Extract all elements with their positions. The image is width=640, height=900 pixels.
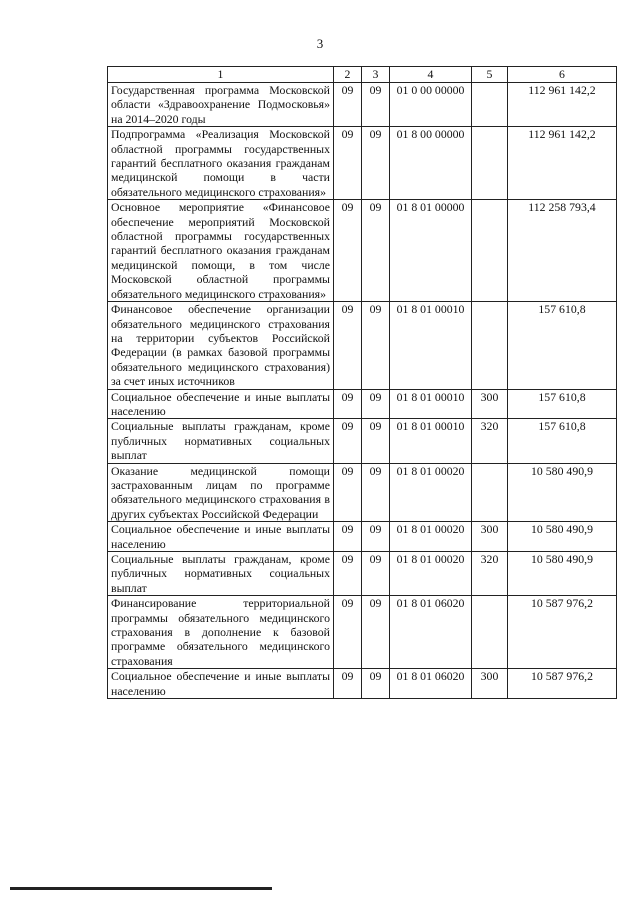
section-code-cell: 09	[334, 463, 362, 522]
table-row	[108, 200, 617, 302]
section-code-cell: 09	[334, 200, 362, 302]
expense-type-code-cell	[472, 302, 508, 389]
row-name-cell: Социальное обеспечение и иные выплаты населению	[108, 669, 334, 699]
expense-type-code-cell: 300	[472, 669, 508, 699]
row-name-cell: Социальные выплаты гражданам, кроме публичных нормативных социальных выплат	[108, 552, 334, 596]
expense-type-code-cell	[472, 127, 508, 200]
row-name-cell: Социальное обеспечение и иные выплаты населению	[108, 389, 334, 419]
amount-cell: 157 610,8	[508, 419, 617, 463]
target-item-code-cell: 01 8 01 06020	[390, 596, 472, 669]
row-name-cell: Подпрограмма «Реализация Московской областной программы государственных гарантий бесплатного оказания гражданам медицинской помощи в части обязательного медицинского страхования»	[108, 127, 334, 200]
table-row	[108, 127, 617, 200]
row-name-cell: Финансирование территориальной программы обязательного медицинского страхования в дополнение к базовой программе обязательного медицинского страхования	[108, 596, 334, 669]
expense-type-code-cell	[472, 83, 508, 127]
section-code-cell: 09	[334, 389, 362, 419]
page-number: 3	[316, 36, 324, 51]
subsection-code-cell: 09	[362, 83, 390, 127]
expense-type-code-cell	[472, 596, 508, 669]
table-row	[108, 83, 617, 127]
expense-type-code-cell	[472, 463, 508, 522]
column-header-4: 4	[390, 67, 472, 83]
subsection-code-cell: 09	[362, 200, 390, 302]
expense-type-code-cell: 320	[472, 419, 508, 463]
amount-cell: 112 961 142,2	[508, 127, 617, 200]
table-row	[108, 669, 617, 699]
amount-cell: 10 580 490,9	[508, 552, 617, 596]
expense-type-code-cell	[472, 200, 508, 302]
amount-cell: 157 610,8	[508, 389, 617, 419]
row-name-cell: Социальное обеспечение и иные выплаты населению	[108, 522, 334, 552]
column-header-5: 5	[472, 67, 508, 83]
subsection-code-cell: 09	[362, 522, 390, 552]
target-item-code-cell: 01 8 01 00020	[390, 522, 472, 552]
section-code-cell: 09	[334, 596, 362, 669]
budget-table	[107, 66, 617, 699]
table-row	[108, 463, 617, 522]
section-code-cell: 09	[334, 127, 362, 200]
expense-type-code-cell: 320	[472, 552, 508, 596]
target-item-code-cell: 01 8 01 00020	[390, 552, 472, 596]
subsection-code-cell: 09	[362, 463, 390, 522]
amount-cell: 157 610,8	[508, 302, 617, 389]
table-row	[108, 419, 617, 463]
target-item-code-cell: 01 0 00 00000	[390, 83, 472, 127]
amount-cell: 112 961 142,2	[508, 83, 617, 127]
table-header-row	[108, 67, 617, 83]
amount-cell: 10 580 490,9	[508, 463, 617, 522]
section-code-cell: 09	[334, 419, 362, 463]
section-code-cell: 09	[334, 669, 362, 699]
row-name-cell: Социальные выплаты гражданам, кроме публичных нормативных социальных выплат	[108, 419, 334, 463]
column-header-1: 1	[108, 67, 334, 83]
target-item-code-cell: 01 8 01 00010	[390, 302, 472, 389]
amount-cell: 10 580 490,9	[508, 522, 617, 552]
section-code-cell: 09	[334, 522, 362, 552]
footer-divider	[10, 887, 272, 890]
target-item-code-cell: 01 8 01 00010	[390, 389, 472, 419]
target-item-code-cell: 01 8 01 06020	[390, 669, 472, 699]
section-code-cell: 09	[334, 552, 362, 596]
table-row	[108, 552, 617, 596]
table-row	[108, 596, 617, 669]
section-code-cell: 09	[334, 302, 362, 389]
table-row	[108, 522, 617, 552]
row-name-cell: Оказание медицинской помощи застрахованным лицам по программе обязательного медицинского страхования в других субъектах Российской Федерации	[108, 463, 334, 522]
row-name-cell: Государственная программа Московской области «Здравоохранение Подмосковья» на 2014–2020 годы	[108, 83, 334, 127]
subsection-code-cell: 09	[362, 389, 390, 419]
row-name-cell: Основное мероприятие «Финансовое обеспечение мероприятий Московской областной программы государственных гарантий бесплатного оказания гражданам медицинской помощи, в том числе Московской областной программы обязательного медицинского страхования»	[108, 200, 334, 302]
subsection-code-cell: 09	[362, 669, 390, 699]
row-name-cell: Финансовое обеспечение организации обязательного медицинского страхования на территории субъектов Российской Федерации (в рамках базовой программы обязательного медицинского страхования) за счет иных источников	[108, 302, 334, 389]
subsection-code-cell: 09	[362, 302, 390, 389]
amount-cell: 112 258 793,4	[508, 200, 617, 302]
column-header-2: 2	[334, 67, 362, 83]
amount-cell: 10 587 976,2	[508, 596, 617, 669]
expense-type-code-cell: 300	[472, 522, 508, 552]
section-code-cell: 09	[334, 83, 362, 127]
subsection-code-cell: 09	[362, 552, 390, 596]
table-row	[108, 389, 617, 419]
expense-type-code-cell: 300	[472, 389, 508, 419]
column-header-6: 6	[508, 67, 617, 83]
target-item-code-cell: 01 8 00 00000	[390, 127, 472, 200]
target-item-code-cell: 01 8 01 00010	[390, 419, 472, 463]
column-header-3: 3	[362, 67, 390, 83]
subsection-code-cell: 09	[362, 596, 390, 669]
subsection-code-cell: 09	[362, 127, 390, 200]
table-row	[108, 302, 617, 389]
amount-cell: 10 587 976,2	[508, 669, 617, 699]
target-item-code-cell: 01 8 01 00000	[390, 200, 472, 302]
subsection-code-cell: 09	[362, 419, 390, 463]
target-item-code-cell: 01 8 01 00020	[390, 463, 472, 522]
